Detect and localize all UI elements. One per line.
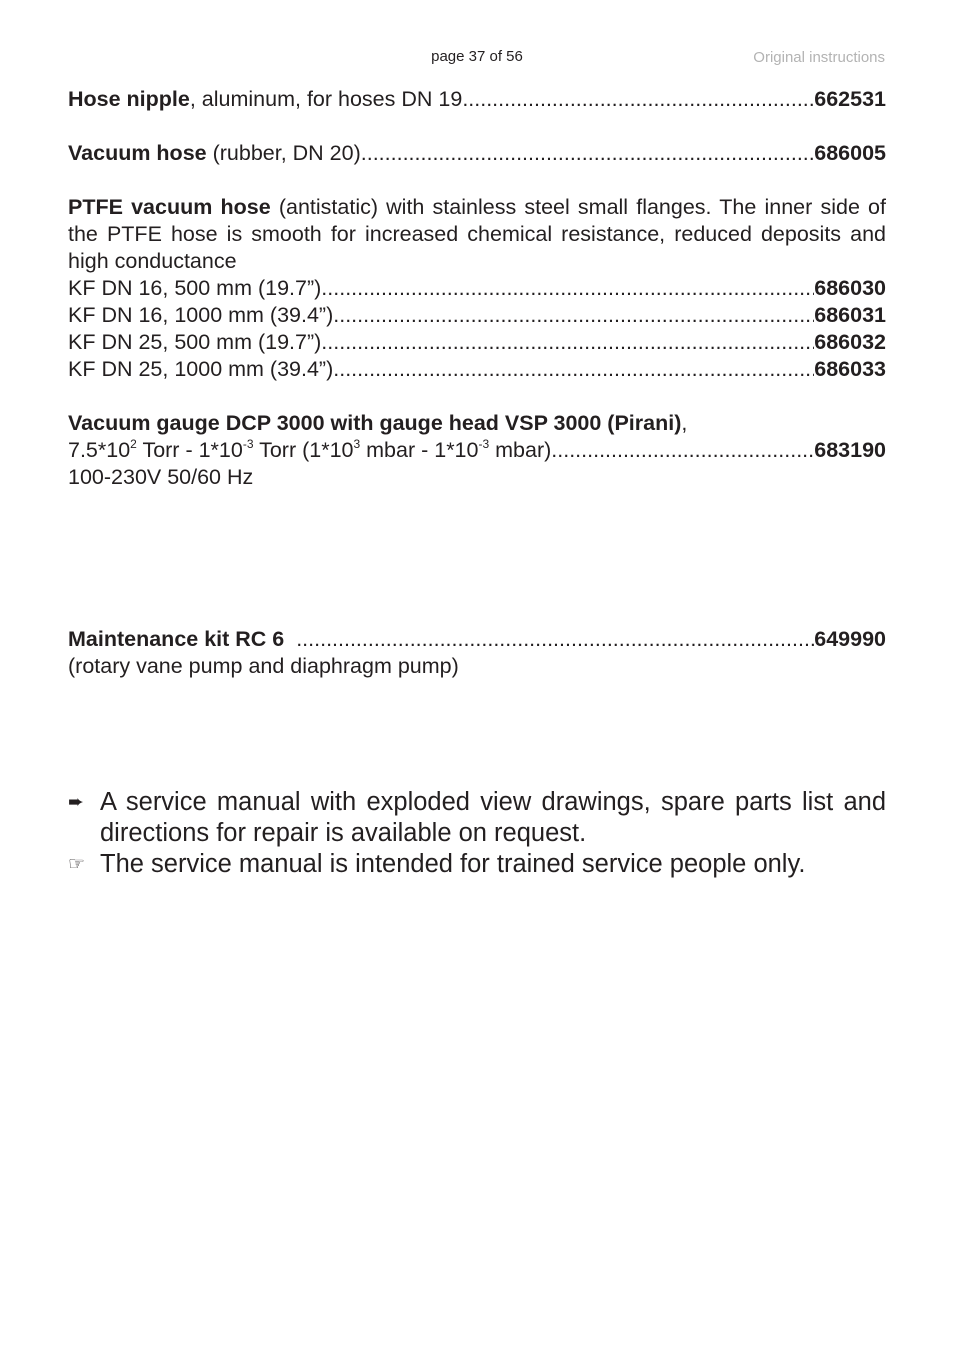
dot-leader	[462, 86, 814, 113]
range-part: mbar - 1*10	[360, 438, 479, 462]
ptfe-variant-label: KF DN 25, 1000 mm (39.4”)	[68, 357, 334, 381]
vacuum-gauge-name-suffix: ,	[681, 411, 688, 435]
ptfe-variant-code: 686030	[814, 276, 886, 300]
hose-nipple-label	[68, 86, 462, 113]
vacuum-hose-entry	[68, 140, 886, 167]
hose-nipple-name: Hose nipple	[68, 87, 190, 111]
vacuum-gauge-title	[68, 410, 886, 437]
vacuum-gauge-power: 100-230V 50/60 Hz	[68, 465, 254, 489]
ptfe-variant-label: KF DN 25, 500 mm (19.7”)	[68, 330, 322, 354]
hose-nipple-desc: , aluminum, for hoses DN 19	[189, 87, 463, 111]
dot-leader	[551, 437, 814, 464]
range-exponent: -3	[242, 436, 254, 451]
ptfe-variant-code: 686032	[814, 330, 886, 354]
maintenance-kit-label	[68, 626, 296, 653]
pointing-hand-icon: ☞	[68, 854, 86, 875]
range-part: 7.5*10	[68, 438, 131, 462]
range-part: mbar)	[489, 438, 552, 462]
maintenance-kit-entry	[68, 626, 886, 653]
maintenance-kit-name: Maintenance kit RC 6	[68, 627, 285, 651]
header-note: Original instructions	[753, 49, 885, 66]
arrow-right-icon: ➨	[68, 792, 84, 813]
dot-leader	[361, 140, 814, 167]
ptfe-variant-code: 686033	[814, 357, 886, 381]
range-exponent: 3	[353, 436, 361, 451]
ptfe-variant-code: 686031	[814, 303, 886, 327]
range-part: Torr (1*10	[253, 438, 354, 462]
range-exponent: 2	[130, 436, 137, 451]
vacuum-gauge-range	[68, 437, 551, 464]
dot-leader	[333, 356, 814, 383]
dot-leader	[333, 302, 814, 329]
hose-nipple-code: 662531	[814, 87, 886, 111]
ptfe-variant-row	[68, 329, 886, 356]
ptfe-variant-row	[68, 302, 886, 329]
ptfe-variant-label: KF DN 16, 500 mm (19.7”)	[68, 276, 322, 300]
range-exponent: -3	[478, 436, 490, 451]
service-note-text: The service manual is intended for trained service people only.	[100, 850, 806, 878]
maintenance-kit-code: 649990	[814, 627, 886, 651]
page-number: page 37 of 56	[431, 48, 523, 65]
dot-leader	[321, 275, 814, 302]
vacuum-gauge-range-row	[68, 437, 886, 464]
service-notes	[68, 787, 886, 880]
vacuum-gauge-code: 683190	[814, 438, 886, 462]
ptfe-variant-row	[68, 356, 886, 383]
vacuum-gauge-name: Vacuum gauge DCP 3000 with gauge head VSP 3000 (Pirani)	[68, 411, 682, 435]
service-note	[68, 787, 886, 849]
service-note-text: A service manual with exploded view drawings, spare parts list and directions for repair is available on request.	[100, 788, 886, 847]
hose-nipple-entry	[68, 86, 886, 113]
vacuum-hose-label	[68, 140, 361, 167]
ptfe-hose-desc: (antistatic) with stainless steel small flanges. The inner side of the PTFE hose is smooth for increased chemical resistance, reduced deposits and high conductance	[68, 195, 886, 273]
vacuum-hose-code: 686005	[814, 141, 886, 165]
range-part: Torr - 1*10	[136, 438, 243, 462]
dot-leader	[296, 626, 814, 653]
ptfe-hose-description	[68, 194, 886, 275]
vacuum-hose-name: Vacuum hose	[68, 141, 207, 165]
maintenance-kit-note: (rotary vane pump and diaphragm pump)	[68, 654, 459, 678]
ptfe-variant-label: KF DN 16, 1000 mm (39.4”)	[68, 303, 334, 327]
dot-leader	[321, 329, 814, 356]
ptfe-hose-name: PTFE vacuum hose	[68, 195, 271, 219]
vacuum-hose-desc: (rubber, DN 20)	[206, 141, 361, 165]
service-note	[68, 849, 886, 880]
parts-list	[68, 86, 886, 680]
ptfe-variant-row	[68, 275, 886, 302]
